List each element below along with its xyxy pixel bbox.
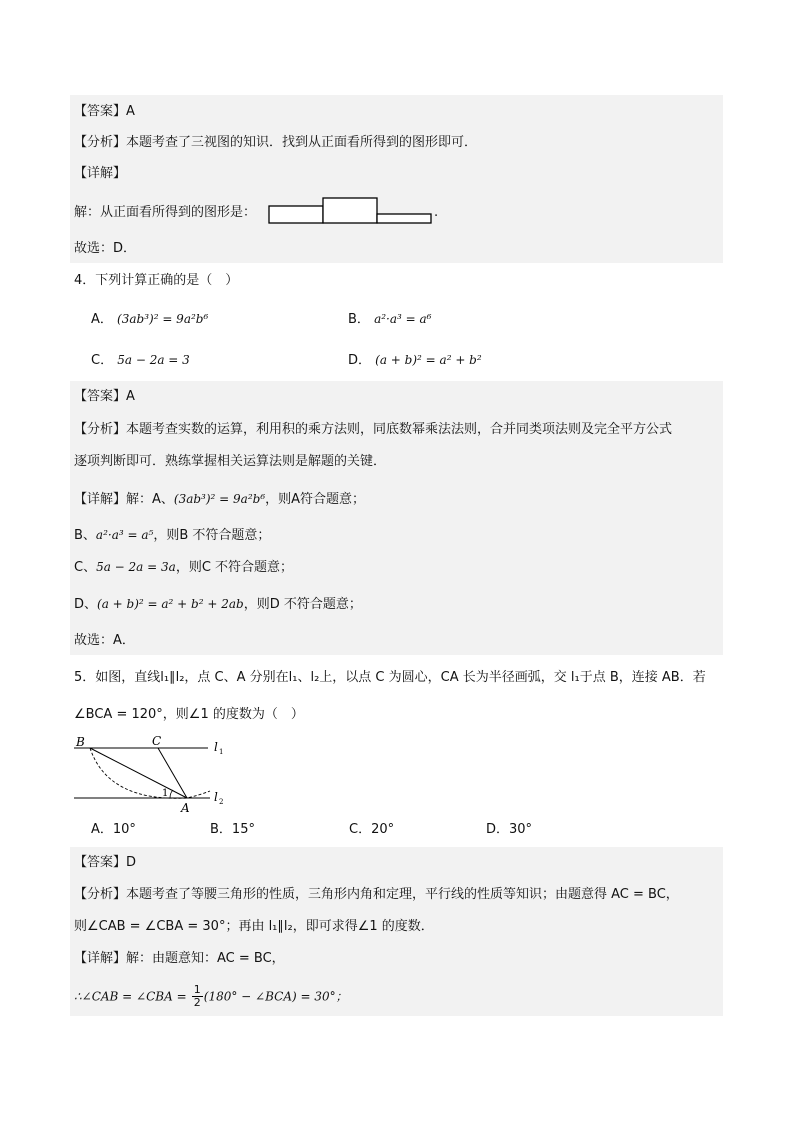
- q5-detail-2-suffix: (180° − ∠BCA) = 30°；: [203, 989, 348, 1004]
- q4-stem: 4．下列计算正确的是（ ）: [74, 273, 239, 288]
- q4-option-c-label: C．: [91, 353, 114, 368]
- q4-detail-d-prefix: D、: [74, 597, 98, 612]
- q4-detail-c-prefix: C、: [74, 560, 97, 575]
- q3-conclusion: 故选：D．: [74, 241, 137, 256]
- q3-detail-label: 【详解】: [74, 166, 127, 181]
- q4-option-d-label: D．: [348, 353, 372, 368]
- q5-option-c: C．20°: [349, 822, 395, 837]
- label-l2: l: [214, 790, 218, 804]
- q3-analysis: 【分析】本题考查了三视图的知识．找到从正面看所得到的图形即可．: [74, 135, 478, 150]
- q5-option-b: B．15°: [210, 822, 255, 837]
- fraction-denominator: 2: [193, 996, 201, 1009]
- q5-detail-1: 【详解】解：由题意知：AC = BC，: [74, 951, 285, 966]
- q4-option-d-expr: (a + b)² = a² + b²: [375, 353, 482, 367]
- q4-option-b: [348, 311, 431, 328]
- q5-detail-2-prefix: ∴∠CAB = ∠CBA =: [74, 989, 187, 1004]
- q4-detail-b-expr: a²·a³ = a⁵: [95, 528, 154, 542]
- q3-solution: [74, 205, 256, 221]
- q3-solution-text: 解：从正面看所得到的图形是：: [74, 205, 257, 220]
- q4-detail-b-suffix: ，则B 不符合题意；: [153, 528, 271, 543]
- q4-option-a-label: A．: [91, 312, 113, 327]
- q4-detail-d-suffix: ，则D 不符合题意；: [243, 597, 362, 612]
- q4-detail-c: [74, 559, 293, 576]
- q4-detail-c-expr: 5a − 2a = 3a: [96, 560, 176, 574]
- q4-option-a-expr: (3ab³)² = 9a²b⁶: [117, 312, 209, 326]
- label-l2-sub: 2: [219, 798, 224, 806]
- q4-option-a: [91, 311, 208, 328]
- label-l1-sub: 1: [219, 748, 224, 756]
- q4-conclusion: 故选：A．: [74, 633, 135, 648]
- angle-label: 1: [162, 788, 169, 799]
- q4-detail-c-suffix: ，则C 不符合题意；: [175, 560, 294, 575]
- q4-detail-d-expr: (a + b)² = a² + b² + 2ab: [97, 597, 244, 611]
- q4-detail-a-expr: (3ab³)² = 9a²b⁶: [173, 492, 266, 506]
- q5-detail-2: [74, 984, 348, 1009]
- q4-detail-d: [74, 596, 362, 613]
- label-l1: l: [214, 740, 218, 754]
- q4-detail-b: [74, 527, 270, 544]
- q3-answer: 【答案】A: [74, 104, 135, 119]
- q3-answer-block: [70, 95, 723, 263]
- q5-stem-2: ∠BCA = 120°，则∠1 的度数为（ ）: [74, 707, 304, 722]
- fraction: [192, 984, 203, 1009]
- q4-option-b-label: B．: [348, 312, 370, 327]
- q4-detail-a: [74, 491, 365, 508]
- q4-answer: 【答案】A: [74, 389, 135, 404]
- q5-analysis-1: 【分析】本题考查了等腰三角形的性质，三角形内角和定理，平行线的性质等知识；由题意得 AC = BC，: [74, 887, 679, 902]
- q4-detail-a-suffix: ，则A符合题意；: [265, 492, 366, 507]
- q3-solution-end: .: [434, 205, 439, 220]
- q4-detail-b-prefix: B、: [74, 528, 96, 543]
- q5-analysis-2: 则∠CAB = ∠CBA = 30°；再由 l₁∥l₂，即可求得∠1 的度数．: [74, 919, 434, 934]
- q4-detail-prefix: 【详解】解：A、: [74, 492, 174, 507]
- q4-analysis-1: 【分析】本题考查实数的运算，利用积的乘方法则，同底数幂乘法法则，合并同类项法则及完全平方公式: [74, 422, 673, 437]
- q5-answer: 【答案】D: [74, 855, 137, 870]
- q5-option-a: A．10°: [91, 822, 136, 837]
- label-a: A: [181, 801, 190, 815]
- front-view-figure: [268, 197, 438, 227]
- q5-stem-1: 5．如图，直线l₁∥l₂，点 C、A 分别在l₁、l₂上，以点 C 为圆心，CA 长为半径画弧，交 l₁于点 B，连接 AB．若: [74, 670, 706, 685]
- label-c: C: [152, 734, 162, 748]
- q5-option-d: D．30°: [486, 822, 533, 837]
- q4-option-b-expr: a²·a³ = a⁶: [374, 312, 432, 326]
- q4-option-c-expr: 5a − 2a = 3: [117, 353, 190, 367]
- q4-analysis-2: 逐项判断即可．熟练掌握相关运算法则是解题的关键．: [74, 454, 387, 469]
- label-b: B: [76, 735, 85, 749]
- q4-option-d: [348, 352, 482, 369]
- fraction-numerator: 1: [193, 983, 201, 996]
- q4-option-c: [91, 352, 190, 369]
- parallel-lines-figure: [70, 732, 240, 817]
